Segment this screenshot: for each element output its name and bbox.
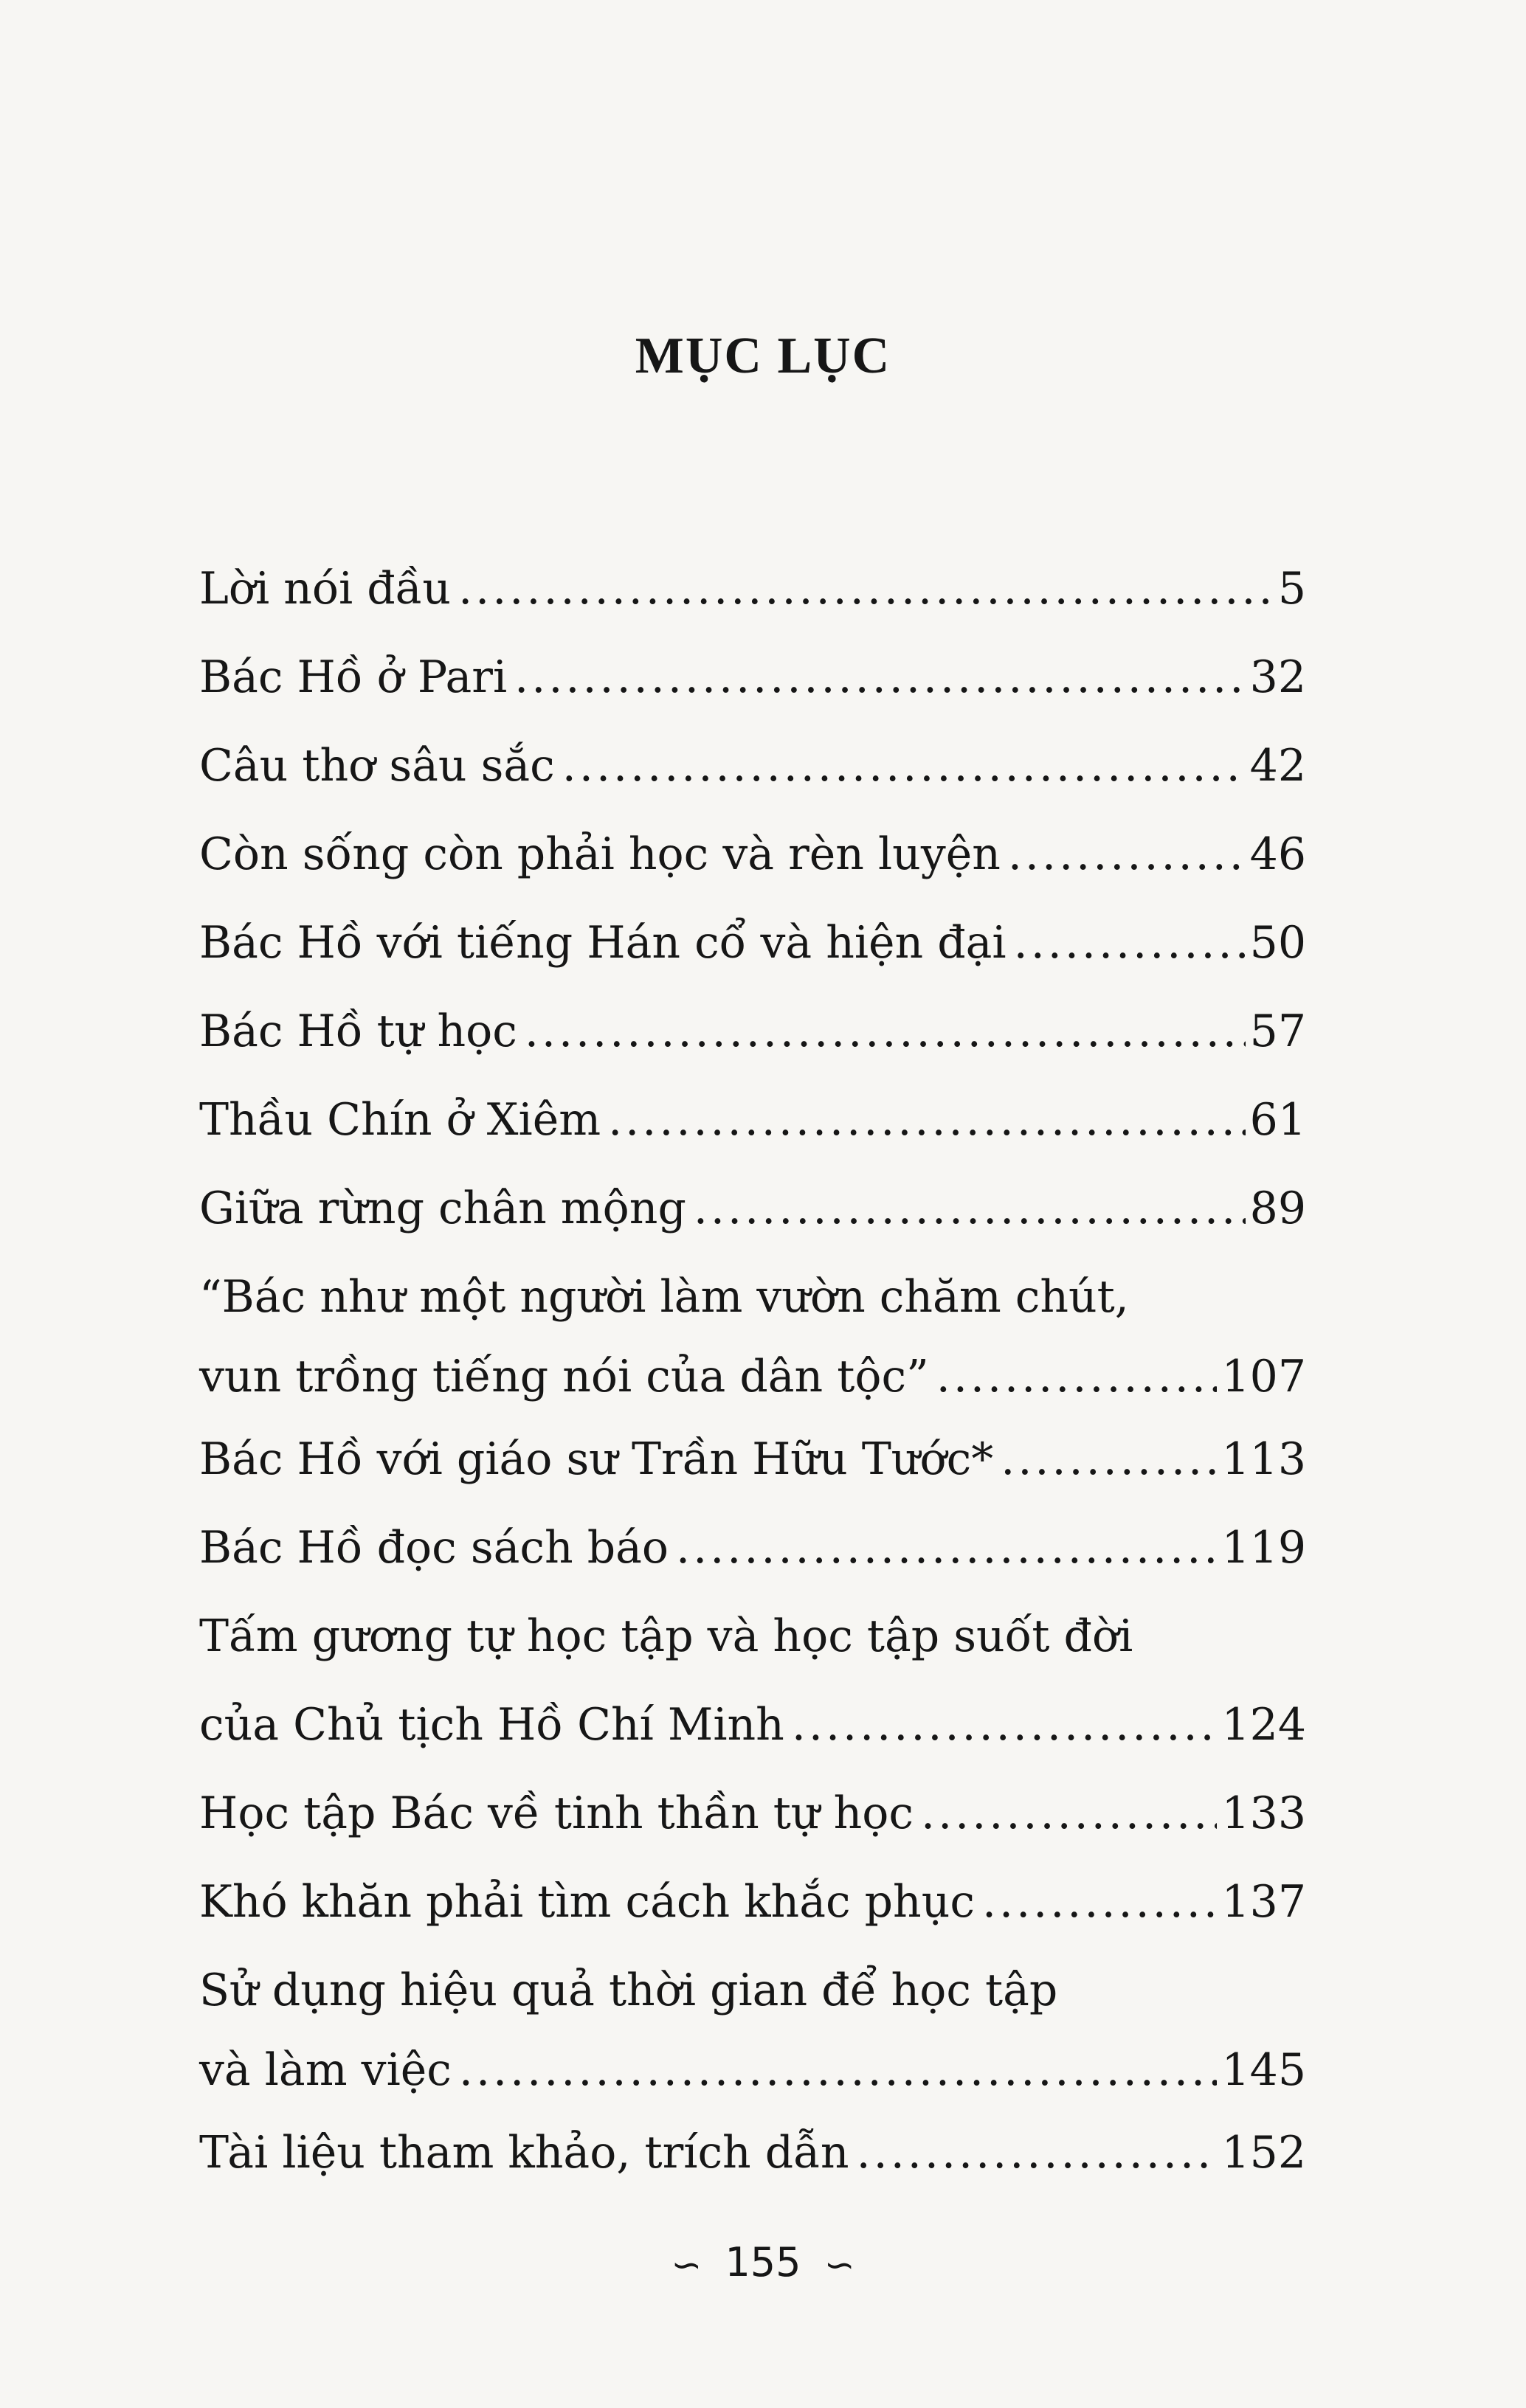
toc-entry-title: Bác Hồ với giáo sư Trần Hữu Tước* — [199, 1433, 994, 1485]
toc-entry-title: của Chủ tịch Hồ Chí Minh — [199, 1699, 784, 1751]
toc-entry-page: 42 — [1249, 740, 1306, 792]
toc-entry — [199, 563, 1306, 615]
toc-entry-title: Còn sống còn phải học và rèn luyện — [199, 828, 1001, 880]
toc-entry-page: 124 — [1221, 1699, 1306, 1751]
dot-leader — [676, 1526, 1217, 1570]
toc-entry-title: vun trồng tiếng nói của dân tộc” — [199, 1351, 929, 1402]
toc-entry — [199, 1183, 1306, 1234]
ornament-right-icon: ∽ — [824, 2243, 855, 2287]
toc-entry — [199, 1006, 1306, 1057]
toc-entry-title-line: “Bác như một người làm vườn chăm chút, — [199, 1271, 1129, 1323]
page-number: 155 — [725, 2239, 801, 2286]
toc-entry-page: 137 — [1221, 1876, 1306, 1928]
toc-entry — [199, 1876, 1306, 1928]
toc-entry-title: Thầu Chín ở Xiêm — [199, 1094, 601, 1146]
toc-entry — [199, 1433, 1306, 1485]
toc-entry — [199, 740, 1306, 792]
dot-leader — [514, 655, 1245, 699]
dot-leader — [1008, 832, 1246, 876]
toc-entry-title: Bác Hồ tự học — [199, 1006, 517, 1057]
toc-entry-page: 89 — [1249, 1183, 1306, 1234]
ornament-left-icon: ∽ — [671, 2243, 702, 2287]
toc-entry — [199, 1788, 1306, 1839]
toc-entry — [199, 1271, 1306, 1402]
dot-leader — [562, 744, 1246, 788]
dot-leader — [458, 567, 1274, 611]
toc-entry-page: 113 — [1221, 1433, 1306, 1485]
dot-leader — [608, 1098, 1246, 1142]
dot-leader — [792, 1703, 1218, 1747]
toc-entry-title: Bác Hồ đọc sách báo — [199, 1522, 669, 1574]
toc-entry-title: Khó khăn phải tìm cách khắc phục — [199, 1876, 975, 1928]
page-footer — [0, 2239, 1526, 2287]
toc-entry — [199, 2127, 1306, 2179]
dot-leader — [857, 2131, 1218, 2175]
toc-entry-page: 145 — [1221, 2044, 1306, 2096]
toc-entry-title: Câu thơ sâu sắc — [199, 740, 555, 792]
toc-entry-page: 57 — [1249, 1006, 1306, 1057]
toc-entry — [199, 1522, 1306, 1574]
toc-entry-page: 32 — [1249, 651, 1306, 703]
toc-entry-title-line: Sử dụng hiệu quả thời gian để học tập — [199, 1965, 1058, 2016]
toc-entry-page: 119 — [1221, 1522, 1306, 1574]
toc-entry-title: Bác Hồ với tiếng Hán cổ và hiện đại — [199, 917, 1007, 969]
toc-entry — [199, 1610, 1306, 1751]
dot-leader — [936, 1354, 1218, 1399]
toc-entry-title: Giữa rừng chân mộng — [199, 1183, 686, 1234]
toc-entry-page: 50 — [1249, 917, 1306, 969]
toc-entry — [199, 917, 1306, 969]
toc-entry-page: 133 — [1221, 1788, 1306, 1839]
toc-entry — [199, 1965, 1306, 2096]
toc-entry — [199, 651, 1306, 703]
toc-entry-page: 107 — [1221, 1351, 1306, 1402]
toc-entry-page: 61 — [1249, 1094, 1306, 1146]
toc-entry-title: Lời nói đầu — [199, 563, 452, 615]
dot-leader — [694, 1186, 1246, 1231]
toc-entry-title: Tài liệu tham khảo, trích dẫn — [199, 2127, 849, 2179]
dot-leader — [459, 2048, 1218, 2092]
toc-entry-page: 5 — [1277, 563, 1306, 615]
dot-leader — [525, 1009, 1246, 1054]
toc-entry — [199, 828, 1306, 880]
toc-entry-title: Bác Hồ ở Pari — [199, 651, 508, 703]
toc-entry-page: 46 — [1249, 828, 1306, 880]
toc-entry-page: 152 — [1221, 2127, 1306, 2179]
toc-entry-title: Học tập Bác về tinh thần tự học — [199, 1788, 914, 1839]
toc-entry-title-line: Tấm gương tự học tập và học tập suốt đời — [199, 1610, 1133, 1662]
dot-leader — [982, 1880, 1218, 1924]
dot-leader — [1001, 1437, 1217, 1481]
dot-leader — [1014, 921, 1246, 965]
toc-entry — [199, 1094, 1306, 1146]
page-title: MỤC LỤC — [635, 328, 891, 384]
dot-leader — [921, 1791, 1217, 1836]
toc-entry-title: và làm việc — [199, 2044, 452, 2096]
